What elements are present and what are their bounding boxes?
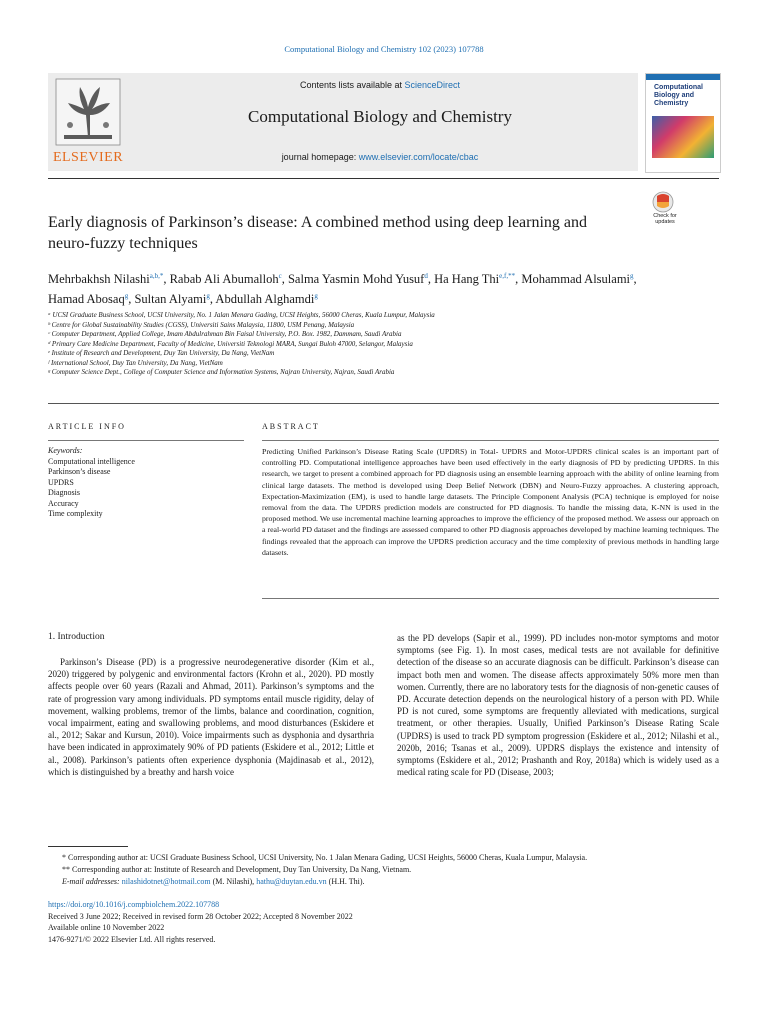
- journal-homepage-line: [130, 152, 630, 162]
- sciencedirect-link[interactable]: ScienceDirect: [404, 80, 461, 90]
- homepage-link[interactable]: www.elsevier.com/locate/cbac: [358, 152, 479, 162]
- author[interactable]: Sultan Alyami$^g$: [134, 292, 210, 307]
- contents-available-line: [130, 80, 630, 90]
- journal-title: Computational Biology and Chemistry: [248, 107, 512, 126]
- check-for-updates-icon[interactable]: [645, 190, 681, 234]
- affiliation: ᵍ Computer Science Dept., College of Computer Science and Information Systems, Najran University, Najran, Saudi Arabia: [48, 368, 395, 376]
- corresponding-author-note: ** Corresponding author at: Institute of Research and Development, Duy Tan University, Da Nang, Vietnam.: [62, 865, 412, 874]
- check-for-updates-label[interactable]: Check for updates: [653, 213, 677, 225]
- journal-cover-thumbnail: [645, 73, 721, 173]
- introduction-heading: 1. Introduction: [48, 632, 105, 642]
- article-title: Early diagnosis of Parkinson’s disease: A combined method using deep learning and neuro-fuzzy techniques: [48, 214, 588, 252]
- author[interactable]: Rabab Ali Abumalloh$^c$: [169, 272, 282, 287]
- publication-info: [48, 899, 719, 945]
- affiliation: ᵉ Institute of Research and Development, Duy Tan University, Da Nang, VietNam: [48, 349, 275, 357]
- article-info-heading: ARTICLE INFO: [48, 422, 126, 431]
- email-owner: (M. Nilashi),: [212, 877, 255, 886]
- introduction-right-column: as the PD develops (Sapir et al., 1999). PD includes non-motor symptoms and motor symptoms (see Fig. 1). In most cases, medical tests are not available for definitive detection of the disease so an accurate diagnosis can be difficult. Parkinson’s disease can impact both men and women. The disease affects approximately 50% more men than women. Currently, there are no laboratory tests for the diagnosis of non-genetic causes of PD. Accurate detection depends on the neurological history of a person with PD. While PD is not cured, some symptoms are frequently alleviated with medications, surgical treatment, or other therapies. Usually, Unified Parkinson’s Disease Rating Scale (UPDRS) is used to track PD symptom progression (Eskidere et al., 2012; Nilashi et al., 2020b, 2016; Tsanas et al., 2009). UPDRS displays the existence and intensity of symptoms (Eskidere et al., 2012; Prashanth and Roy, 2018a) which is widely used as a medical rating scale for PD (Disease, 2003;: [397, 633, 719, 778]
- cover-artwork: [652, 116, 714, 158]
- abstract-rule: [262, 440, 719, 441]
- email-line: [48, 876, 719, 888]
- introduction-left-column: Parkinson’s Disease (PD) is a progressive neurodegenerative disorder (Kim et al., 2020) triggered by polygenic and environmental factors (Krohn et al., 2020). PD mostly affects people over 60 years (Razali and Ahmad, 2011). Parkinson’s symptoms and the rate of progression vary among individuals. PD symptoms entail muscle rigidity, delay of movement, walking problems, tremor of the limbs, balance and coordination, cognition, vocal impairment, eating and swallowing problems, and mood disturbances (Eskidere et al., 2012; Sakar and Kursun, 2010). Voice impairments such as dysphonia and dysarthria have been indicated in approximately 90% of PD patients (Eskidere et al., 2012; Little et al., 2008). Parkinson’s patients often experience dysphonia (Majdinasab et al., 2012), which is distinguished by a breathy and harsh voice: [48, 657, 374, 777]
- affiliation-list: [48, 311, 718, 378]
- keyword: UPDRS: [48, 477, 74, 487]
- contents-prefix: Contents lists available at: [299, 80, 405, 90]
- author[interactable]: Abdullah Alghamdi$^g$: [215, 292, 318, 307]
- affiliation: ᵃ UCSI Graduate Business School, UCSI University, No. 1 Jalan Menara Gading, UCSI Heights, 56000 Cheras, Kuala Lumpur, Malaysia: [48, 311, 435, 319]
- abstract-bottom-rule: [262, 598, 719, 599]
- author[interactable]: Hamad Abosaq$^g$: [48, 292, 129, 307]
- footnotes: [48, 852, 719, 888]
- email-label: E-mail addresses:: [62, 877, 120, 886]
- author[interactable]: Salma Yasmin Mohd Yusuf$^d$: [287, 272, 428, 287]
- keyword: Parkinson’s disease: [48, 467, 111, 476]
- available-online: Available online 10 November 2022: [48, 923, 165, 932]
- journal-reference[interactable]: Computational Biology and Chemistry 102 (2023) 107788: [284, 44, 484, 54]
- footnote-rule: [48, 846, 128, 847]
- author-list: Mehrbakhsh Nilashi$^{a,b,*}$, Rabab Ali Abumalloh$^c$, Salma Yasmin Mohd Yusuf$^d$, Ha Hang Thi$^{e,f,**}$, Mohammad Alsulami$^g$, Hamad Abosaq$^g$, Sultan Alyami$^g$, Abdullah Alghamdi$^g$: [48, 272, 637, 307]
- abstract-heading: ABSTRACT: [262, 422, 320, 431]
- email-owner: (H.H. Thi).: [328, 877, 365, 886]
- publisher-name: ELSEVIER: [52, 150, 124, 165]
- affiliation: ᶠ International School, Duy Tan University, Da Nang, VietNam: [48, 358, 223, 367]
- keywords-block: [48, 446, 244, 520]
- author[interactable]: Ha Hang Thi$^{e,f,**}$: [434, 272, 516, 287]
- email-link[interactable]: nilashidotnet@hotmail.com: [121, 877, 211, 886]
- keyword: Time complexity: [48, 509, 103, 518]
- section-divider: [48, 403, 719, 404]
- affiliation: ᵈ Primary Care Medicine Department, Faculty of Medicine, Universiti Teknologi MARA, Sungai Buloh 47000, Selangor, Malaysia: [48, 339, 413, 348]
- author[interactable]: Mohammad Alsulami$^g$: [521, 272, 634, 287]
- keyword: Computational intelligence: [48, 456, 135, 466]
- doi-link[interactable]: https://doi.org/10.1016/j.compbiolchem.2022.107788: [48, 900, 220, 909]
- abstract-text: Predicting Unified Parkinson’s Disease Rating Scale (UPDRS) in Total- UPDRS and Motor-UPDRS clinical scales is an important part of controlling PD. Computational intelligence approaches have been used effectively in the early diagnosis of PD by predicting UPDRS. In this research, we target to present a combined approach for PD diagnosis using an ensemble learning approach with the ability of online learning from clinical large datasets. The method is developed using Deep Belief Network (DBN) and Neuro-Fuzzy approaches. A clustering approach, Expectation-Maximization (EM), is used to handle large datasets. The Principle Component Analysis (PCA) technique is employed for noise removal from the data. The UPDRS prediction models are constructed for PD diagnosis. To handle the missing data, K-NN is used in the proposed method. We use incremental machine learning approaches to improve the efficiency of the proposed method. We assess our approach on a real-world PD dataset and the findings are assessed compared to other PD diagnosis approaches developed by machine learning techniques. The findings revealed that the approach can improve the UPDRS prediction accuracy and the time complexity of previous methods in handling large datasets.: [262, 447, 719, 557]
- article-info-rule: [48, 440, 244, 441]
- cover-band: [646, 74, 720, 80]
- keyword: Accuracy: [48, 498, 79, 508]
- keyword: Diagnosis: [48, 488, 80, 497]
- keywords-label: Keywords:: [48, 446, 83, 455]
- homepage-prefix: journal homepage:: [281, 152, 359, 162]
- author[interactable]: Mehrbakhsh Nilashi$^{a,b,*}$: [48, 272, 164, 287]
- email-link[interactable]: hathu@duytan.edu.vn: [256, 877, 327, 886]
- received-dates: Received 3 June 2022; Received in revised form 28 October 2022; Accepted 8 November 2022: [48, 911, 353, 921]
- cover-title: Computational Biology and Chemistry: [654, 84, 703, 107]
- affiliation: ᶜ Computer Department, Applied College, Imam Abdulrahman Bin Faisal University, P.O. Box. 1982, Dammam, Saudi Arabia: [48, 330, 402, 338]
- corresponding-author-note: * Corresponding author at: UCSI Graduate Business School, UCSI University, No. 1 Jalan Menara Gading, UCSI Heights, 56000 Cheras, Kuala Lumpur, Malaysia.: [62, 853, 588, 862]
- affiliation: ᵇ Centre for Global Sustainability Studies (CGSS), Universiti Sains Malaysia, 11800, USM Penang, Malaysia: [48, 320, 355, 329]
- copyright: 1476-9271/© 2022 Elsevier Ltd. All rights reserved.: [48, 934, 216, 944]
- header-divider: [48, 178, 719, 179]
